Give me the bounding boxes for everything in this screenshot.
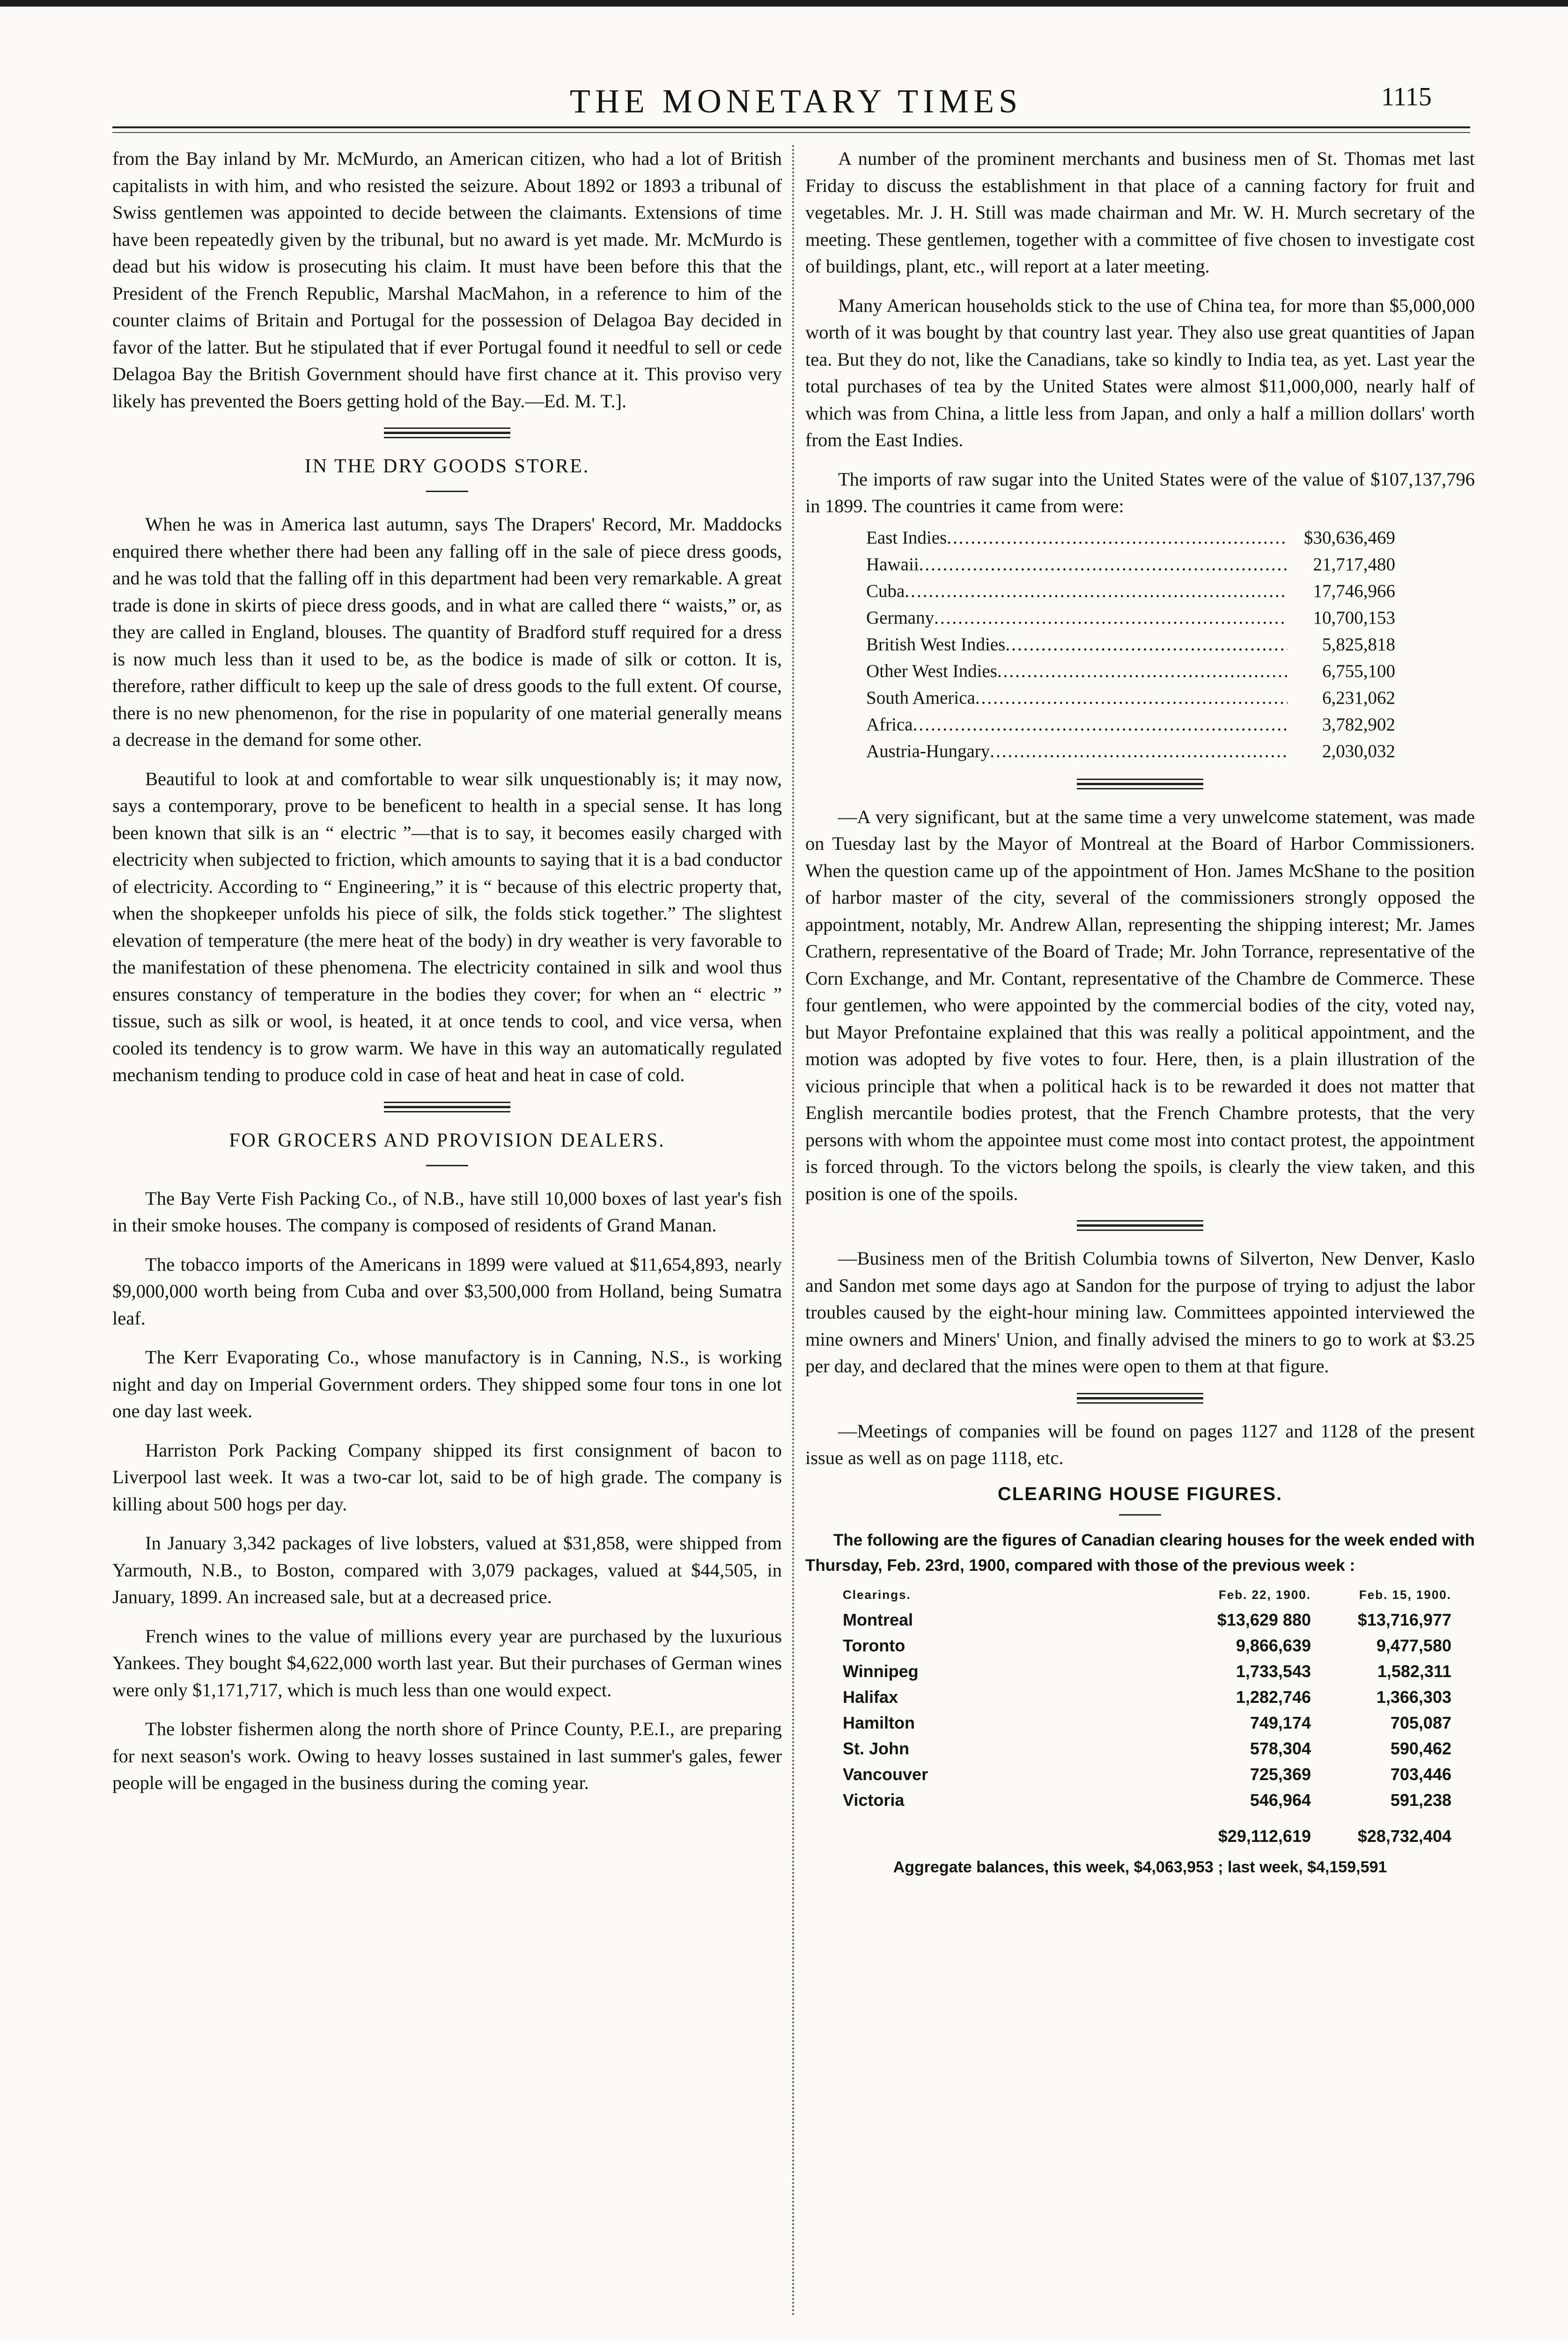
table-row [843,1607,1451,1633]
montreal-harbor-paragraph: —A very significant, but at the same time a very unwelcome statement, was made on Tuesday last by the Mayor of Montreal at the Board of Harbor Commissioners. When the question came up of the appointment of Hon. James McShane to the position of harbor master of the city, several of the commissioners strongly opposed the appointment, notably, Mr. Andrew Allan, representing the shipping interest; Mr. James Crathern, representative of the Board of Trade; Mr. John Torrance, representative of the Corn Exchange, and Mr. Contant, representative of the Chambre de Commerce. These four gentlemen, who were appointed by the commercial bodies of the city, voted nay, but Mayor Prefontaine explained that this was really a political appointment, and the motion was adopted by five votes to four. Here, then, is a plain illustration of the vicious principle that when a political hack is to be rewarded it does not matter that English mercantile bodies protest, that the French Chambre protests, that the very persons with whom the appointee must come most into contact protest, the appointment is forced through. To the victors belong the spoils, is clearly the view taken, and this position is one of the spoils. [805,806,1475,1204]
section-separator [1077,1393,1203,1404]
clearing-house-intro: The following are the figures of Canadian clearing houses for the week ended with Thursday, Feb. 23rd, 1900, compared with those of the previous week : [805,1531,1475,1575]
total-current: $29,112,619 [1218,1826,1311,1846]
publication-title: THE MONETARY TIMES [569,82,1023,120]
masthead [0,82,1568,133]
news-item: The imports of raw sugar into the United States were of the value of $107,137,796 in 1899. The countries it came from were: [805,468,1475,516]
table-row [866,658,1395,685]
previous-week-value: 9,477,580 [1376,1635,1451,1655]
table-row [843,1684,1451,1710]
country-name: Germany [866,607,935,628]
current-week-value: 578,304 [1250,1738,1311,1758]
delagoa-continuation-paragraph: from the Bay inland by Mr. McMurdo, an American citizen, who had a lot of British capitalists in with him, and who resisted the seizure. About 1892 or 1893 a tribunal of Swiss gentlemen was appointed to decide between the claimants. Extensions of time have been repeatedly given by the tribunal, but no award is yet made. Mr. McMurdo is dead but his widow is prosecuting his claim. It must have been before this that the President of the French Republic, Marshal MacMahon, in a reference to him of the counter claims of Britain and Portugal for the possession of Delagoa Bay decided in favor of the latter. But he stipulated that if ever Portugal found it needful to sell or cede Delagoa Bay the British Government should have first chance at it. This proviso very likely has prevented the Boers getting hold of the Bay.—Ed. M. T.]. [112,148,782,412]
clearing-house-table [843,1588,1451,1849]
sugar-imports-table [866,524,1395,765]
table-row [866,578,1395,604]
current-week-value: 1,733,543 [1236,1661,1311,1681]
column-divider [792,145,794,2318]
previous-week-value: 705,087 [1390,1713,1451,1732]
import-value: 3,782,902 [1322,714,1395,735]
import-value: 21,717,480 [1313,554,1395,574]
left-column [112,145,782,1809]
import-value: 6,755,100 [1322,661,1395,681]
news-item: A number of the prominent merchants and business men of St. Thomas met last Friday to discuss the establishment in that place of a canning factory for fruit and vegetables. Mr. J. H. Still was made chairman and Mr. W. H. Murch secretary of the meeting. These gentlemen, together with a committee of five chosen to investigate cost of buildings, plant, etc., will report at a later meeting. [805,148,1475,277]
table-row [843,1736,1451,1761]
previous-week-value: $13,716,977 [1357,1610,1451,1629]
city-name: Vancouver [843,1764,928,1784]
masthead-rule [112,126,1470,128]
city-name: Winnipeg [843,1661,919,1681]
table-row [843,1658,1451,1684]
column-header: Feb. 15, 1900. [1359,1587,1451,1602]
page-top-border [0,0,1568,7]
table-row [843,1787,1451,1813]
current-week-value: 749,174 [1250,1713,1311,1732]
page-number: 1115 [1381,82,1432,111]
column-header: Clearings. [843,1587,911,1602]
country-name: Austria-Hungary [866,741,990,761]
current-week-value: 1,282,746 [1236,1687,1311,1707]
table-row [866,551,1395,578]
total-row [843,1813,1451,1849]
british-columbia-paragraph: —Business men of the British Columbia towns of Silverton, New Denver, Kaslo and Sandon met some days ago at Sandon for the purpose of trying to adjust the labor troubles caused by the eight-hour mining law. Committees appointed interviewed the mine owners and Miners' Union, and finally advised the miners to go to work at $3.25 per day, and declared that the mines were open to them at that figure. [805,1248,1475,1377]
heading-rule [426,1165,468,1166]
article-paragraph: When he was in America last autumn, says The Drapers' Record, Mr. Maddocks enquired there whether there had been any falling off in the sale of piece dress goods, and he was told that the falling off in this department had been very remarkable. A great trade is done in skirts of piece dress goods, and in what are called there “ waists,” or, as they are called in England, blouses. The quantity of Bradford stuff required for a dress is now much less than it used to be, as the bodice is made of silk or cotton. It is, therefore, rather difficult to keep up the sale of dress goods to the full extent. Of course, there is no new phenomenon, for the rise in popularity of one material generally means a decrease in the demand for some other. [112,514,782,750]
table-row [866,711,1395,738]
current-week-value: 9,866,639 [1236,1635,1311,1655]
heading-rule [426,491,468,492]
import-value: 10,700,153 [1313,607,1395,628]
table-row [843,1633,1451,1658]
current-week-value: 725,369 [1250,1764,1311,1784]
masthead-rule-thin [112,132,1470,133]
table-header-row [843,1588,1451,1607]
previous-week-value: 1,582,311 [1377,1661,1451,1681]
column-header: Feb. 22, 1900. [1218,1587,1311,1602]
table-row [866,685,1395,711]
country-name: British West Indies [866,634,1006,655]
table-row [843,1761,1451,1787]
import-value: 6,231,062 [1322,687,1395,708]
country-name: Other West Indies [866,661,997,681]
country-name: Africa [866,714,913,735]
section-separator [384,427,510,438]
city-name: Toronto [843,1635,905,1655]
previous-week-value: 1,366,303 [1376,1687,1451,1707]
city-name: Montreal [843,1610,913,1629]
section-separator [384,1102,510,1112]
total-previous: $28,732,404 [1357,1826,1451,1846]
country-name: South America [866,687,975,708]
news-item: Harriston Pork Packing Company shipped its first consignment of bacon to Liverpool last week. It was a two-car lot, said to be of high grade. The company is killing about 500 hogs per day. [112,1439,782,1515]
table-row [866,604,1395,631]
city-name: Victoria [843,1790,905,1810]
news-item: The tobacco imports of the Americans in 1899 were valued at $11,654,893, nearly $9,000,000 worth being from Cuba and over $3,500,000 from Holland, being Sumatra leaf. [112,1253,782,1329]
heading-rule [1119,1514,1161,1516]
news-item: Many American households stick to the use of China tea, for more than $5,000,000 worth of it was bought by that country last year. They also use great quantities of Japan tea. But they do not, like the Canadians, take so kindly to India tea, as yet. Last year the total purchases of tea by the United States were almost $11,000,000, nearly half of which was from China, a little less from Japan, and only a half a million dollars' worth from the East Indies. [805,294,1475,450]
import-value: $30,636,469 [1304,527,1395,548]
table-row [866,631,1395,658]
section-separator [1077,779,1203,789]
dry-goods-heading: IN THE DRY GOODS STORE. [304,456,590,477]
country-name: Cuba [866,581,905,601]
current-week-value: 546,964 [1250,1790,1311,1810]
current-week-value: $13,629 880 [1217,1610,1311,1629]
clearing-house-heading: CLEARING HOUSE FIGURES. [997,1483,1283,1504]
city-name: Hamilton [843,1713,915,1732]
table-row [866,524,1395,551]
meetings-paragraph: —Meetings of companies will be found on pages 1127 and 1128 of the present issue as well as on page 1118, etc. [805,1420,1475,1468]
news-item: In January 3,342 packages of live lobsters, valued at $31,858, were shipped from Yarmouth, N.B., to Boston, compared with 3,079 packages, valued at $44,505, in January, 1899. An increased sale, but at a decreased price. [112,1532,782,1607]
article-paragraph: Beautiful to look at and comfortable to wear silk unquestionably is; it may now, says a contemporary, prove to be beneficent to health in a special sense. It has long been known that silk is an “ electric ”—that is to say, it becomes easily charged with electricity when subjected to friction, which amounts to saying that it is a bad conductor of electricity. According to “ Engineering,” it is “ because of this electric property that, when the shopkeeper unfolds his piece of silk, the folds stick together.” The slightest elevation of temperature (the mere heat of the body) in dry weather is very favorable to the manifestation of these phenomena. The electricity contained in silk and wool thus ensures constancy of temperature in the bodies they cover; for when an “ electric ” tissue, such as silk or wool, is heated, it at once tends to cool, and vice versa, when cooled its tendency is to grow warm. We have in this way an automatically regulated mechanism tending to produce cold in case of heat and heat in case of cold. [112,768,782,1085]
country-name: East Indies [866,527,947,548]
previous-week-value: 590,462 [1390,1738,1451,1758]
news-item: French wines to the value of millions every year are purchased by the luxurious Yankees. They bought $4,622,000 worth last year. But their purchases of German wines were only $1,171,717, which is much less than one would expect. [112,1625,782,1701]
city-name: St. John [843,1738,909,1758]
previous-week-value: 591,238 [1390,1790,1451,1810]
news-item: The Bay Verte Fish Packing Co., of N.B., have still 10,000 boxes of last year's fish in their smoke houses. The company is composed of residents of Grand Manan. [112,1187,782,1236]
news-item: The lobster fishermen along the north shore of Prince County, P.E.I., are preparing for next season's work. Owing to heavy losses sustained in last summer's gales, fewer people will be engaged in the business during the coming year. [112,1718,782,1793]
country-name: Hawaii [866,554,919,574]
previous-week-value: 703,446 [1390,1764,1451,1784]
import-value: 5,825,818 [1322,634,1395,655]
grocers-heading: FOR GROCERS AND PROVISION DEALERS. [229,1129,665,1151]
import-value: 17,746,966 [1313,581,1395,601]
news-item: The Kerr Evaporating Co., whose manufactory is in Canning, N.S., is working night and day on Imperial Government orders. They shipped some four tons in one lot one day last week. [112,1347,782,1421]
city-name: Halifax [843,1687,898,1707]
section-separator [1077,1220,1203,1231]
table-row [843,1710,1451,1736]
right-column [805,145,1475,1877]
import-value: 2,030,032 [1322,741,1395,761]
aggregate-balances: Aggregate balances, this week, $4,063,953 ; last week, $4,159,591 [893,1858,1387,1876]
table-row [866,738,1395,765]
